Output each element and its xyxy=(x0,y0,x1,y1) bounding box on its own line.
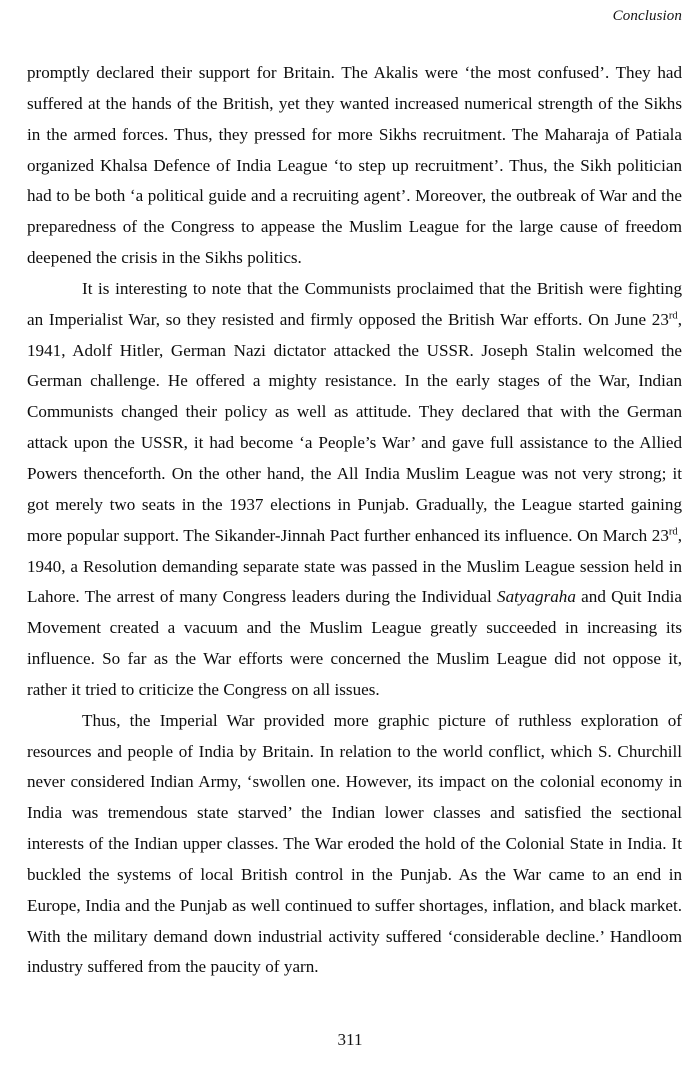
running-head: Conclusion xyxy=(612,8,682,24)
paragraph-3-text: Thus, the Imperial War provided more graphic picture of ruthless exploration of resources and people of India by Britain. In relation to the world conflict, which S. Churchill never considered Indian Army, ‘swollen one. However, its impact on the colonial economy in India was tremendous state starved’ the Indian lower classes and satisfied the sectional interests of the Indian upper classes. The War eroded the hold of the Colonial State in India. It buckled the systems of local British control in the Punjab. As the War came to an end in Europe, India and the Punjab as well continued to suffer shortages, inflation, and black market. With the military demand down industrial activity suffered ‘considerable decline.’ Handloom industry suffered from the paucity of yarn. xyxy=(27,710,682,977)
body-text-column xyxy=(27,58,682,983)
paragraph-2-text-part-1: It is interesting to note that the Communists proclaimed that the British were fighting an Imperialist War, so they resisted and firmly opposed the British War efforts. On June 23 xyxy=(27,278,682,329)
paragraph-2 xyxy=(27,274,682,706)
paragraph-1-text: promptly declared their support for Britain. The Akalis were ‘the most confused’. They had suffered at the hands of the British, yet they wanted increased numerical strength of the Sikhs in the armed forces. Thus, they pressed for more Sikhs recruitment. The Maharaja of Patiala organized Khalsa Defence of India League ‘to step up recruitment’. Thus, the Sikh politician had to be both ‘a political guide and a recruiting agent’. Moreover, the outbreak of War and the preparedness of the Congress to appease the Muslim League for the large cause of freedom deepened the crisis in the Sikhs politics. xyxy=(27,63,682,268)
ordinal-suffix-june: rd xyxy=(668,310,678,322)
ordinal-suffix-march: rd xyxy=(668,525,678,537)
paragraph-3 xyxy=(27,706,682,984)
page-number: 311 xyxy=(337,1030,363,1049)
paragraph-2-text-part-3: , 1940, a Resolution demanding separate state was passed in the Muslim League session held in Lahore. The arrest of many Congress leaders during the Individual xyxy=(27,525,682,607)
paragraph-2-text-part-2: , 1941, Adolf Hitler, German Nazi dictator attacked the USSR. Joseph Stalin welcomed the German challenge. He offered a mighty resistance. In the early stages of the War, Indian Communists changed their policy as well as attitude. They declared that with the German attack upon the USSR, it had become ‘a People’s War’ and gave full assistance to the Allied Powers thenceforth. On the other hand, the All India Muslim League was not very strong; it got merely two seats in the 1937 elections in Punjab. Gradually, the League started gaining more popular support. The Sikander-Jinnah Pact further enhanced its influence. On March 23 xyxy=(27,309,682,545)
paragraph-2-text-part-4: and Quit India Movement created a vacuum and the Muslim League greatly succeeded in increasing its influence. So far as the War efforts were concerned the Muslim League did not oppose it, rather it tried to criticize the Congress on all issues. xyxy=(27,587,683,699)
paragraph-1 xyxy=(27,58,682,274)
italic-term-satyagraha: Satyagraha xyxy=(497,587,576,607)
